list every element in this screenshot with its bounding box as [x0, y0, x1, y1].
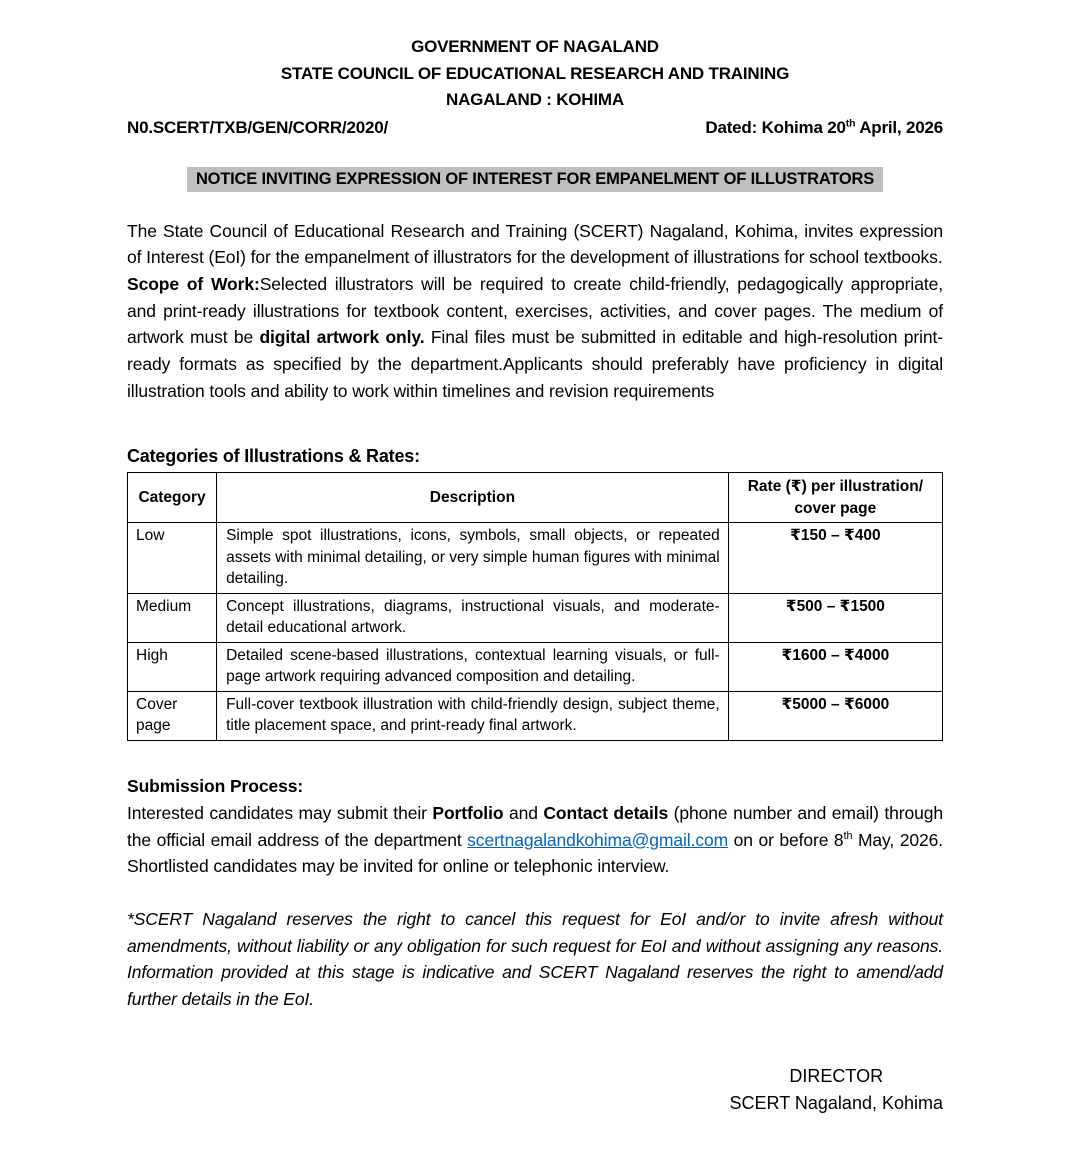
notice-title: NOTICE INVITING EXPRESSION OF INTEREST FOR EMPANELMENT OF ILLUSTRATORS	[187, 167, 883, 192]
portfolio-emphasis: Portfolio	[432, 802, 504, 823]
council-name: STATE COUNCIL OF EDUCATIONAL RESEARCH AND TRAINING	[280, 63, 790, 83]
letterhead	[127, 34, 943, 114]
description-cell: Concept illustrations, diagrams, instructional visuals, and moderate-detail educational artwork.	[217, 593, 729, 642]
reference-line	[127, 114, 943, 141]
deadline-ordinal-superscript: th	[843, 829, 853, 842]
signatory-title: DIRECTOR	[789, 1065, 884, 1086]
category-cell: Medium	[128, 593, 217, 642]
intro-section	[127, 218, 943, 405]
disclaimer-paragraph: *SCERT Nagaland reserves the right to cancel this request for EoI and/or to invite afresh without amendments, without liability or any obligation for such request for EoI and without assigning any reasons. Information provided at this stage is indicative and SCERT Nagaland reserves the right to amend/add further details in the EoI.	[127, 909, 943, 1010]
table-row	[128, 523, 943, 594]
digital-artwork-emphasis: digital artwork only.	[259, 327, 425, 348]
category-column-header: Category	[128, 473, 217, 523]
notice-title-row	[127, 167, 943, 192]
category-cell: High	[128, 642, 217, 691]
table-row	[128, 691, 943, 740]
category-cell: Low	[128, 523, 217, 594]
reference-number: N0.SCERT/TXB/GEN/CORR/2020/	[127, 117, 388, 137]
rate-cell: ₹150 – ₹400	[728, 523, 942, 594]
letterhead-location: NAGALAND : KOHIMA	[446, 90, 624, 109]
description-cell: Simple spot illustrations, icons, symbols, small objects, or repeated assets with minimal detailing, or very simple human figures with minimal detailing.	[217, 523, 729, 594]
description-column-header: Description	[217, 473, 729, 523]
dated-line: Dated: Kohima 20th April, 2026	[705, 116, 943, 137]
description-cell: Detailed scene-based illustrations, contextual learning visuals, or full-page artwork requiring advanced composition and detailing.	[217, 642, 729, 691]
rate-cell: ₹500 – ₹1500	[728, 593, 942, 642]
email-link[interactable]: scertnagalandkohima@gmail.com	[467, 829, 729, 850]
submission-paragraph: Interested candidates may submit their Portfolio and Contact details (phone number and email) through the official email address of the department scertnagalandkohima@gmail.com on or before 8th May, 2026. Shortlisted candidates may be invited for online or telephonic interview.	[127, 802, 944, 877]
submission-heading: Submission Process:	[127, 775, 304, 796]
scope-paragraph: Scope of Work:Selected illustrators will be required to create child-friendly, pedagogically appropriate, and print-ready illustrations for textbook content, exercises, activities, and cover pages. The medium of artwork must be digital artwork only. Final files must be submitted in editable and high-resolution print-ready formats as specified by the department.Applicants should preferably have proficiency in digital illustration tools and ability to work within timelines and revision requirements	[127, 273, 943, 401]
rates-section-heading: Categories of Illustrations & Rates:	[127, 446, 420, 467]
table-header-row	[128, 473, 943, 523]
scope-label: Scope of Work:	[127, 273, 260, 294]
signature-block	[730, 1063, 943, 1118]
rate-cell: ₹1600 – ₹4000	[728, 642, 942, 691]
table-row	[128, 593, 943, 642]
description-cell: Full-cover textbook illustration with child-friendly design, subject theme, title placement space, and print-ready final artwork.	[217, 691, 729, 740]
rate-column-header: Rate (₹) per illustration/ cover page	[728, 473, 942, 523]
intro-paragraph: The State Council of Educational Research and Training (SCERT) Nagaland, Kohima, invites expression of Interest (EoI) for the empanelment of illustrators for the development of illustrations for school textbooks.	[127, 220, 943, 268]
contact-details-emphasis: Contact details	[543, 802, 669, 823]
signatory-org: SCERT Nagaland, Kohima	[729, 1093, 943, 1114]
date-ordinal-superscript: th	[845, 116, 856, 129]
rate-cell: ₹5000 – ₹6000	[728, 691, 942, 740]
rates-table	[127, 472, 943, 741]
government-name: GOVERNMENT OF NAGALAND	[411, 37, 659, 56]
category-cell: Cover page	[128, 691, 217, 740]
table-row	[128, 642, 943, 691]
